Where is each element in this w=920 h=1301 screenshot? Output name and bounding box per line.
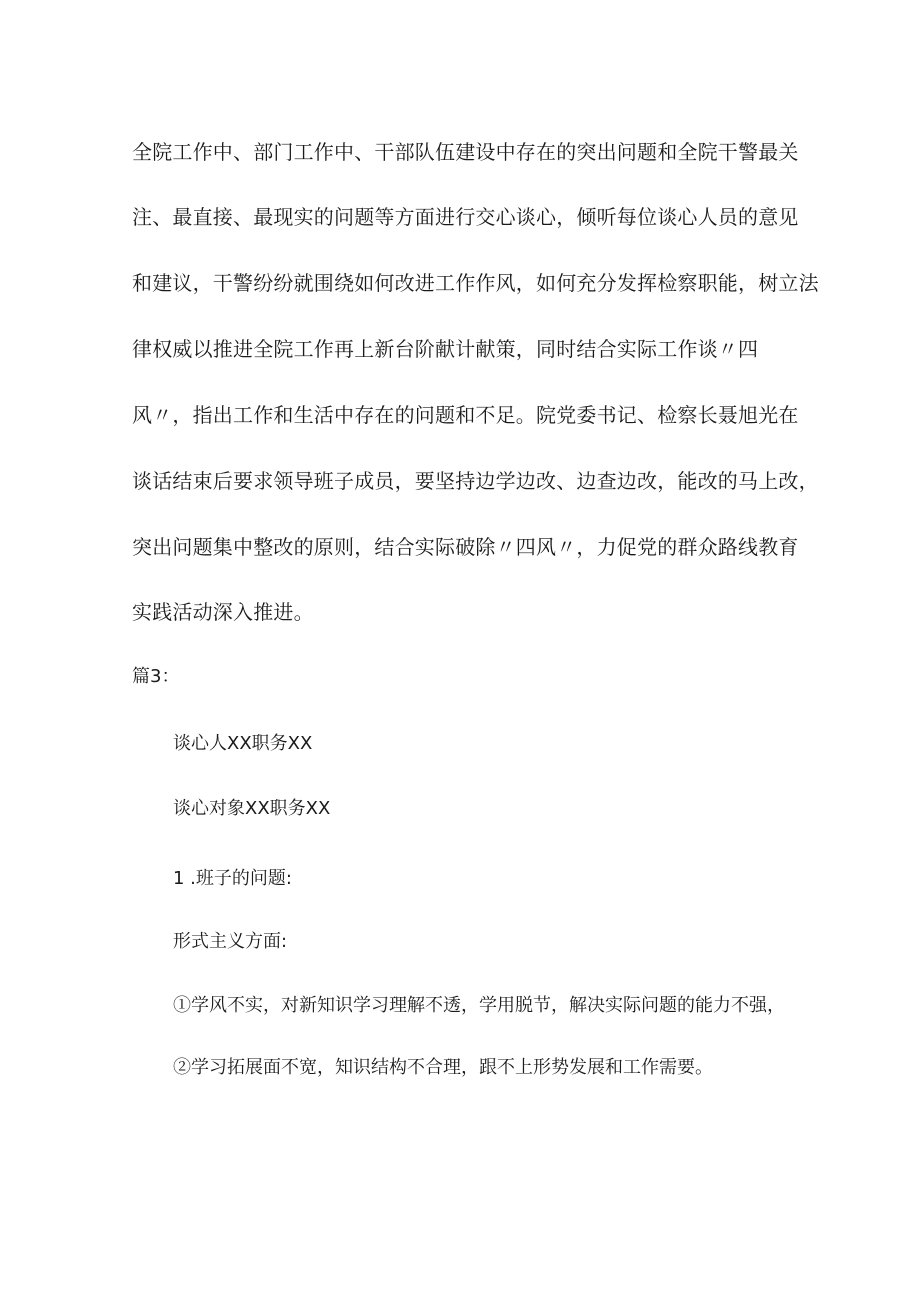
paragraph-line: 全院工作中、部门工作中、干部队伍建设中存在的突出问题和全院干警最关 — [132, 140, 799, 164]
paragraph-line: 突出问题集中整改的原则，结合实际破除〃四风〃，力促党的群众路线教育 — [132, 535, 799, 559]
paragraph-line: 风〃，指出工作和生活中存在的问题和不足。院党委书记、检察长聂旭光在 — [132, 403, 799, 427]
talk-target-line: 谈心对象XX职务XX — [173, 798, 331, 819]
point-2: ②学习拓展面不宽，知识结构不合理，跟不上形势发展和工作需要。 — [173, 1057, 713, 1078]
paragraph-line: 和建议，干警纷纷就围绕如何改进工作作风，如何充分发挥检察职能，树立法 — [132, 271, 819, 295]
paragraph-line: 注、最直接、最现实的问题等方面进行交心谈心，倾听每位谈心人员的意见 — [132, 205, 799, 229]
point-1: ①学风不实，对新知识学习理解不透，学用脱节，解决实际问题的能力不强， — [173, 995, 785, 1016]
paragraph-line: 律权威以推进全院工作再上新台阶献计献策，同时结合实际工作谈〃四 — [132, 337, 759, 361]
formalism-heading: 形式主义方面: — [173, 931, 288, 952]
section-heading: 篇3： — [132, 666, 180, 687]
paragraph-line: 实践活动深入推进。 — [132, 600, 314, 624]
paragraph-line: 谈话结束后要求领导班子成员，要坚持边学边改、边查边改，能改的马上改， — [132, 469, 819, 493]
item-1-heading: 1 .班子的问题: — [173, 868, 292, 889]
talker-line: 谈心人XX职务XX — [173, 733, 313, 754]
